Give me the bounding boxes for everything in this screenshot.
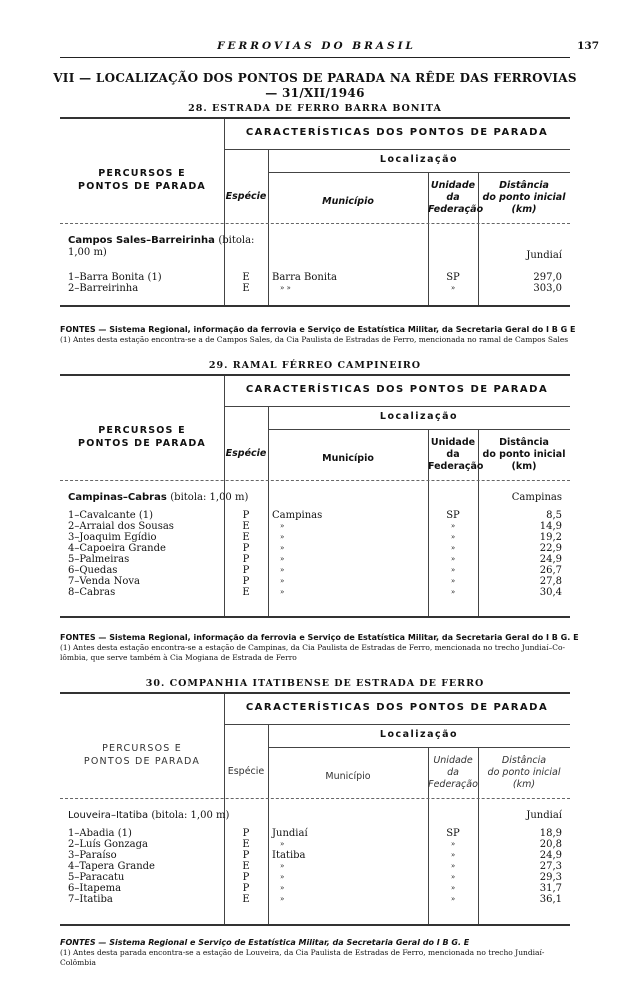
especie-header: Espécie	[225, 448, 267, 459]
table-row	[60, 883, 570, 894]
table-row	[60, 872, 570, 883]
station-especie: P	[242, 872, 250, 883]
station-name: 6–Quedas	[68, 565, 118, 576]
station-municipio: » »	[280, 284, 291, 292]
station-municipio: Jundiaí	[272, 828, 308, 839]
station-municipio: »	[280, 555, 285, 563]
table-row	[60, 510, 570, 521]
station-name: 3–Paraíso	[68, 850, 117, 861]
station-name: 3–Joaquim Egídio	[68, 532, 157, 543]
stations-table	[60, 692, 570, 926]
running-head	[0, 40, 633, 54]
fontes-note: FONTES — Sistema Regional e Serviço de Estatística Militar, da Secretaria Geral do I B G. E	[60, 938, 470, 947]
caracteristicas-header: CARACTERÍSTICAS DOS PONTOS DE PARADA	[245, 702, 549, 713]
distancia-header: Distância do ponto inicial (km)	[482, 180, 566, 215]
table-row	[60, 861, 570, 872]
station-uf: SP	[446, 272, 460, 283]
station-name: 7–Venda Nova	[68, 576, 140, 587]
municipio-header: Município	[325, 771, 371, 782]
station-distancia: 18,9	[539, 828, 562, 839]
caracteristicas-header: CARACTERÍSTICAS DOS PONTOS DE PARADA	[245, 127, 549, 138]
station-distancia: 29,3	[539, 872, 562, 883]
table-row	[60, 521, 570, 532]
station-uf: »	[450, 284, 456, 292]
station-uf: »	[450, 862, 456, 870]
station-name: 5–Paracatu	[68, 872, 125, 883]
station-distancia: 24,9	[539, 850, 562, 861]
caracteristicas-header: CARACTERÍSTICAS DOS PONTOS DE PARADA	[245, 384, 549, 395]
footnote: (1) Antes desta estação encontra-se a de Campos Sales, da Cia Paulista de Estradas de Ferro, mencionada no ramal de Campos Sales	[60, 335, 569, 344]
station-uf: »	[450, 577, 456, 585]
section-title: 28. ESTRADA DE FERRO BARRA BONITA	[188, 103, 442, 114]
percursos-header: PERCURSOS E PONTOS DE PARADA	[83, 743, 201, 767]
station-municipio: Barra Bonita	[272, 272, 337, 283]
station-distancia: 14,9	[539, 521, 562, 532]
header-rule	[60, 57, 570, 58]
localizacao-header: Localização	[379, 729, 459, 740]
chapter-title-line2: — 31/XII/1946	[265, 86, 365, 100]
station-name: 2–Arraial dos Sousas	[68, 521, 174, 532]
route-origin: Jundiaí	[526, 810, 562, 821]
footnote-continued: lômbia, que serve também à Cia Mogiana de Estrada de Ferro	[60, 653, 297, 662]
station-especie: P	[242, 510, 250, 521]
station-especie: P	[242, 543, 250, 554]
station-municipio: »	[280, 884, 285, 892]
station-name: 4–Capoeira Grande	[68, 543, 166, 554]
station-name: 1–Cavalcante (1)	[68, 510, 154, 521]
station-uf: SP	[446, 510, 460, 521]
section-28	[60, 103, 570, 307]
station-especie: P	[242, 554, 250, 565]
table-row	[60, 565, 570, 576]
station-especie: E	[242, 283, 250, 294]
station-municipio: »	[280, 566, 285, 574]
station-especie: E	[242, 894, 250, 905]
station-municipio: »	[280, 895, 285, 903]
route-origin: Campinas	[511, 492, 562, 503]
station-distancia: 303,0	[533, 283, 562, 294]
table-row	[60, 543, 570, 554]
station-name: 4–Tapera Grande	[68, 861, 155, 872]
table-row	[60, 272, 570, 283]
section-30-notes	[60, 938, 580, 968]
station-uf: »	[450, 851, 456, 859]
station-name: 1–Abadia (1)	[68, 828, 132, 839]
localizacao-header: Localização	[379, 154, 459, 165]
station-uf: »	[450, 566, 456, 574]
table-row	[60, 894, 570, 905]
localizacao-header: Localização	[379, 411, 459, 422]
station-municipio: Campinas	[272, 510, 323, 521]
station-municipio: Itatiba	[272, 850, 306, 861]
station-especie: E	[242, 521, 250, 532]
route-label: Louveira–Itatiba (bitola: 1,00 m)	[68, 810, 230, 821]
section-29-notes	[60, 633, 580, 663]
station-uf: »	[450, 544, 456, 552]
table-row	[60, 283, 570, 294]
station-name: 6–Itapema	[68, 883, 122, 894]
footnote: (1) Antes desta parada encontra-se a estação de Louveira, da Cia Paulista de Estradas de Ferro, mencionada no trecho Jundiaí-Colômbia	[60, 948, 545, 967]
footnote: (1) Antes desta estação encontra-se a estação de Campinas, da Cia Paulista de Estradas de Ferro, mencionada no trecho Jundiaí–Co-	[60, 643, 566, 652]
stations-table	[60, 374, 570, 618]
station-especie: P	[242, 828, 250, 839]
station-municipio: »	[280, 544, 285, 552]
stations-table	[60, 117, 570, 307]
station-distancia: 27,8	[539, 576, 562, 587]
station-distancia: 30,4	[539, 587, 562, 598]
station-uf: »	[450, 840, 456, 848]
table-row	[60, 850, 570, 861]
percursos-header: PERCURSOS E PONTOS DE PARADA	[78, 168, 206, 192]
station-name: 2–Luís Gonzaga	[68, 839, 148, 850]
route-origin: Jundiaí	[526, 250, 562, 261]
percursos-header: PERCURSOS E PONTOS DE PARADA	[78, 425, 206, 449]
station-municipio: »	[280, 533, 285, 541]
station-municipio: »	[280, 588, 285, 596]
distancia-header: Distância do ponto inicial (km)	[487, 755, 561, 790]
station-name: 1–Barra Bonita (1)	[68, 272, 162, 283]
section-28-notes	[60, 325, 580, 345]
section-title: 29. RAMAL FÉRREO CAMPINEIRO	[208, 360, 422, 371]
table-row	[60, 587, 570, 598]
station-distancia: 27,3	[539, 861, 562, 872]
table-row	[60, 576, 570, 587]
route-label: Campos Sales–Barreirinha (bitola: 1,00 m)	[68, 235, 255, 258]
station-uf: »	[450, 884, 456, 892]
municipio-header: Município	[322, 196, 374, 207]
section-title: 30. COMPANHIA ITATIBENSE DE ESTRADA DE FERRO	[145, 678, 485, 689]
especie-header: Espécie	[225, 191, 267, 202]
station-uf: »	[450, 588, 456, 596]
municipio-header: Município	[322, 453, 374, 464]
running-title: FERROVIAS DO BRASIL	[217, 40, 416, 52]
table-row	[60, 839, 570, 850]
fontes-note: FONTES — Sistema Regional, informação da ferrovia e Serviço de Estatística Militar, da Secretaria Geral do I B G. E	[60, 633, 579, 642]
station-especie: P	[242, 850, 250, 861]
fontes-note: FONTES — Sistema Regional, informação da ferrovia e Serviço de Estatística Militar, da Secretaria Geral do I B G E	[60, 325, 576, 334]
unidade-header: Unidade da Federação	[428, 180, 484, 215]
station-especie: E	[242, 532, 250, 543]
station-name: 8–Cabras	[68, 587, 116, 598]
station-distancia: 22,9	[539, 543, 562, 554]
station-municipio: »	[280, 840, 285, 848]
table-row	[60, 554, 570, 565]
station-uf: »	[450, 533, 456, 541]
station-especie: P	[242, 576, 250, 587]
station-municipio: »	[280, 873, 285, 881]
station-uf: »	[450, 873, 456, 881]
station-especie: P	[242, 565, 250, 576]
station-municipio: »	[280, 577, 285, 585]
station-name: 5–Palmeiras	[68, 554, 130, 565]
station-distancia: 297,0	[533, 272, 562, 283]
table-row	[60, 828, 570, 839]
station-distancia: 8,5	[546, 510, 562, 521]
station-especie: P	[242, 883, 250, 894]
station-especie: E	[242, 861, 250, 872]
station-distancia: 19,2	[539, 532, 562, 543]
station-especie: E	[242, 272, 250, 283]
section-30	[60, 678, 570, 926]
station-distancia: 31,7	[539, 883, 562, 894]
station-especie: E	[242, 839, 250, 850]
station-uf: »	[450, 555, 456, 563]
station-uf: »	[450, 522, 456, 530]
page-number: 137	[577, 40, 599, 52]
station-distancia: 20,8	[539, 839, 562, 850]
unidade-header: Unidade da Federação	[428, 437, 484, 472]
station-especie: E	[242, 587, 250, 598]
station-distancia: 36,1	[539, 894, 562, 905]
station-distancia: 26,7	[539, 565, 562, 576]
station-name: 2–Barreirinha	[68, 283, 139, 294]
station-uf: SP	[446, 828, 460, 839]
table-row	[60, 532, 570, 543]
station-name: 7–Itatiba	[68, 894, 113, 905]
station-municipio: »	[280, 522, 285, 530]
unidade-header: Unidade da Federação	[428, 755, 478, 790]
route-label: Campinas–Cabras (bitola: 1,00 m)	[68, 492, 249, 503]
chapter-title	[40, 71, 590, 101]
station-uf: »	[450, 895, 456, 903]
distancia-header: Distância do ponto inicial (km)	[482, 437, 566, 472]
section-29	[60, 360, 570, 618]
station-distancia: 24,9	[539, 554, 562, 565]
chapter-title-line1: VII — LOCALIZAÇÃO DOS PONTOS DE PARADA NA RÊDE DAS FERROVIAS	[53, 71, 577, 85]
station-municipio: »	[280, 862, 285, 870]
especie-header: Espécie	[227, 766, 265, 777]
